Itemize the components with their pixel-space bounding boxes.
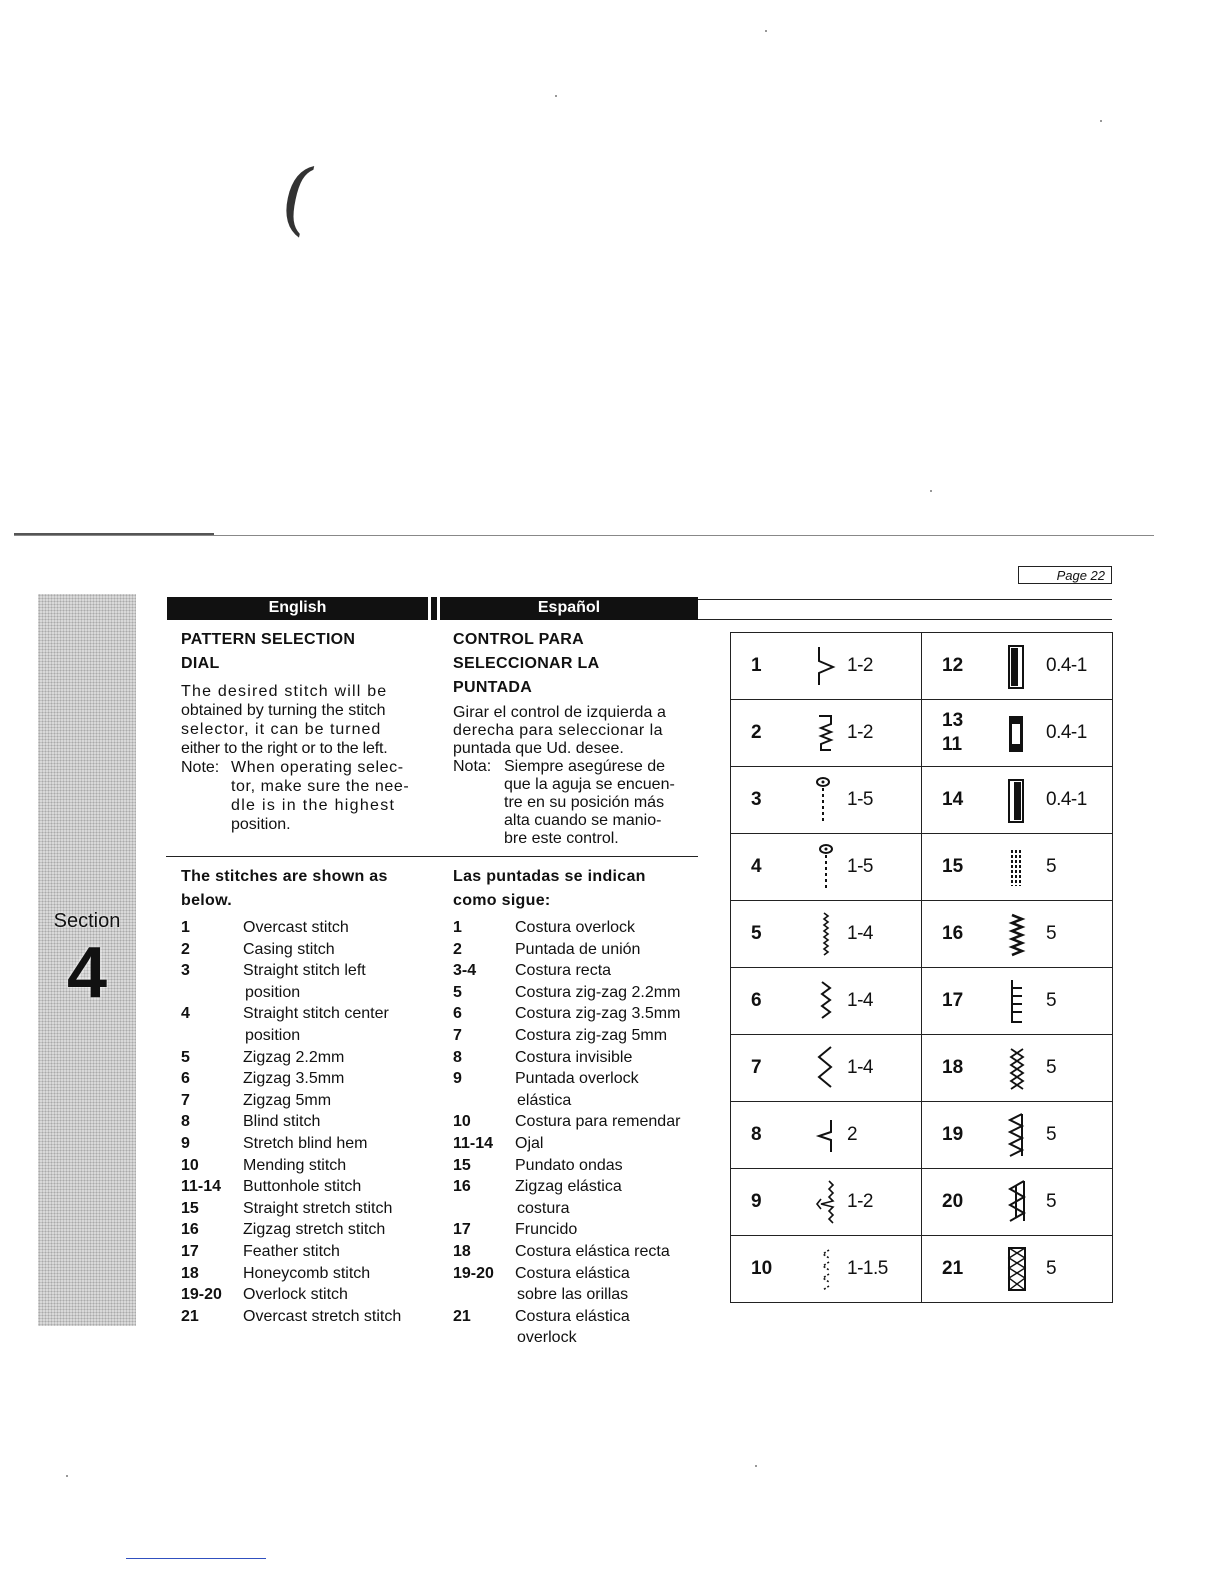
item-number: 17 (181, 1242, 199, 1260)
list-item (181, 982, 431, 1004)
list-item (453, 1111, 703, 1133)
item-text: Zigzag 3.5mm (243, 1070, 345, 1088)
item-number: 15 (453, 1156, 471, 1174)
feather-stitch-icon (1002, 976, 1032, 1026)
list-item (181, 1090, 431, 1112)
spanish-header: Español (440, 597, 698, 620)
stitch-cell (922, 633, 1113, 700)
stitch-cell (731, 901, 922, 968)
stitch-chart-table (730, 632, 1113, 1303)
list-item (181, 1198, 431, 1220)
list-item (453, 1133, 703, 1155)
list-item (453, 1306, 703, 1328)
list-item (181, 1219, 431, 1241)
scan-margin-line (126, 1558, 266, 1559)
stitch-length: 0.4-1 (1046, 789, 1087, 810)
stitch-cell (731, 1236, 922, 1303)
list-item (453, 1025, 703, 1047)
english-intro-text: The desired stitch will be obtained by turning the stitch selector, it can be turned either to the right or to the left. (181, 683, 388, 757)
stitch-cell (731, 1102, 922, 1169)
stitch-cell (922, 1102, 1113, 1169)
list-item (181, 1003, 431, 1025)
stitch-row (731, 700, 1113, 767)
item-number (181, 1025, 243, 1047)
stitch-number: 4 (751, 856, 762, 877)
item-text: Buttonhole stitch (243, 1178, 362, 1196)
list-item (453, 1047, 703, 1069)
item-text: Zigzag stretch stitch (243, 1221, 386, 1239)
list-item (181, 939, 431, 961)
list-item (453, 1155, 703, 1177)
speck (66, 1475, 68, 1477)
stitch-length: 1-4 (847, 923, 873, 944)
stitch-row (731, 767, 1113, 834)
list-item (181, 1284, 431, 1306)
overcast-stitch-icon (811, 641, 841, 691)
english-header: English (167, 597, 428, 620)
item-text: Ojal (515, 1134, 544, 1152)
stitch-cell (922, 834, 1113, 901)
item-number: 15 (181, 1199, 199, 1217)
header-rule-bottom (698, 619, 1112, 620)
list-item (181, 1263, 431, 1285)
list-item (181, 917, 431, 939)
overlock-stitch-b-icon (1002, 1177, 1032, 1227)
stitch-number: 13 11 (942, 710, 964, 755)
item-number: 16 (181, 1221, 199, 1239)
stitch-cell (731, 1169, 922, 1236)
item-number (453, 1198, 515, 1220)
stitch-length: 1-2 (847, 722, 873, 743)
item-text: Straight stitch center (243, 1005, 389, 1023)
stitch-length: 1-2 (847, 655, 873, 676)
item-text: Costura zig-zag 2.2mm (515, 983, 681, 1001)
item-number: 1 (181, 919, 190, 936)
list-item (181, 1176, 431, 1198)
item-number: 17 (453, 1221, 471, 1239)
stitch-cell (731, 968, 922, 1035)
casing-stitch-icon (811, 708, 841, 758)
list-item (453, 1327, 703, 1349)
stitch-number: 1 (751, 655, 762, 676)
english-intro (181, 628, 421, 834)
item-text: Straight stitch left (243, 962, 366, 980)
list-item (453, 1003, 703, 1025)
spanish-intro-text: Girar el control de izquierda a derecha para seleccionar la puntada que Ud. desee. (453, 704, 666, 757)
header-separator (428, 597, 440, 620)
stitch-cell (731, 633, 922, 700)
stitch-row (731, 968, 1113, 1035)
item-text: Costura elástica (515, 1307, 630, 1325)
list-item (453, 1176, 703, 1198)
stitch-cell (922, 767, 1113, 834)
stitch-cell (731, 834, 922, 901)
stitch-length: 1-5 (847, 856, 873, 877)
item-text: Overcast stitch (243, 919, 349, 936)
stitch-number: 18 (942, 1057, 964, 1078)
stitch-cell (922, 1169, 1113, 1236)
stitch-length: 5 (1046, 1258, 1057, 1279)
stitch-length: 1-4 (847, 990, 873, 1011)
straight-center-stitch-icon (811, 842, 841, 892)
stitch-number: 10 (751, 1258, 773, 1279)
speck (765, 30, 767, 32)
item-text: Costura overlock (515, 919, 636, 936)
stitch-length: 1-5 (847, 789, 873, 810)
item-number: 7 (181, 1091, 190, 1109)
item-number: 6 (181, 1070, 190, 1088)
stitch-length: 0.4-1 (1046, 722, 1087, 743)
stitch-number: 12 (942, 655, 964, 676)
item-number: 1 (453, 919, 462, 936)
spanish-intro (453, 628, 693, 848)
list-item (181, 1155, 431, 1177)
stitch-number: 5 (751, 923, 762, 944)
stitch-cell (922, 968, 1113, 1035)
stitch-cell (922, 700, 1113, 767)
item-text: Puntada de unión (515, 940, 641, 958)
stitch-row (731, 901, 1113, 968)
speck (555, 95, 557, 97)
item-text: Pundato ondas (515, 1156, 623, 1174)
buttonhole-side-right-icon (1002, 775, 1032, 825)
item-text: Fruncido (515, 1221, 578, 1239)
stitch-length: 2 (847, 1124, 858, 1145)
stitch-row (731, 1035, 1113, 1102)
stitch-cell (731, 700, 922, 767)
stitch-cell (922, 901, 1113, 968)
stitch-number: 2 (751, 722, 762, 743)
item-text: sobre las orillas (517, 1286, 629, 1304)
item-number: 2 (181, 940, 190, 958)
stretch-blind-hem-icon (811, 1177, 841, 1227)
item-number (181, 982, 243, 1004)
item-text: position (245, 983, 301, 1001)
item-number: 18 (181, 1264, 199, 1282)
stitch-number: 17 (942, 990, 964, 1011)
english-title: PATTERN SELECTION DIAL (181, 631, 356, 672)
header-rule-top (698, 599, 1112, 600)
item-text: position (245, 1026, 301, 1044)
stitch-number: 3 (751, 789, 762, 810)
item-text: Costura elástica recta (515, 1242, 670, 1260)
item-number: 19-20 (181, 1286, 222, 1304)
item-number: 4 (181, 1005, 190, 1023)
stitch-number: 15 (942, 856, 964, 877)
scan-fold-line (14, 535, 1154, 536)
item-number: 10 (181, 1156, 199, 1174)
item-text: Zigzag 5mm (243, 1091, 332, 1109)
stitch-row (731, 633, 1113, 700)
item-text: Costura zig-zag 3.5mm (515, 1005, 681, 1023)
item-number: 11-14 (453, 1134, 494, 1152)
spanish-stitch-list (453, 917, 703, 1349)
item-text: Costura para remendar (515, 1113, 681, 1131)
item-number: 8 (181, 1113, 190, 1131)
english-stitch-list (181, 917, 431, 1327)
item-text: Zigzag elástica (515, 1178, 622, 1196)
item-number: 5 (181, 1048, 190, 1066)
list-item (181, 1111, 431, 1133)
speck (755, 1465, 757, 1467)
page-number: Page 22 (1018, 566, 1112, 584)
zigzag-small-icon (811, 909, 841, 959)
stitch-number: 20 (942, 1191, 964, 1212)
spanish-title: CONTROL PARA SELECCIONAR LA PUNTADA (453, 631, 600, 696)
zigzag-stretch-icon (1002, 909, 1032, 959)
spanish-note: Nota: Siempre asegúrese de que la aguja se encuen- tre en su posición más alta cuando se manio- bre este control. (453, 758, 675, 847)
stitch-number: 21 (942, 1258, 964, 1279)
pencil-mark: ( (272, 147, 323, 246)
stitch-length: 5 (1046, 1191, 1057, 1212)
stitch-row (731, 1236, 1113, 1303)
stitch-row (731, 1169, 1113, 1236)
item-text: Casing stitch (243, 940, 335, 958)
buttonhole-side-icon (1002, 641, 1032, 691)
list-item (181, 1241, 431, 1263)
english-note: Note: When operating selec- tor, make sure the nee- dle is in the highest position. (181, 759, 410, 833)
section-number: 4 (66, 933, 108, 1013)
item-number: 2 (453, 940, 462, 958)
item-text: elástica (517, 1091, 572, 1109)
stitch-length: 5 (1046, 990, 1057, 1011)
speck (1100, 120, 1102, 122)
item-number: 5 (453, 983, 462, 1001)
list-item (453, 1198, 703, 1220)
stitch-number: 14 (942, 789, 964, 810)
item-text: Costura zig-zag 5mm (515, 1026, 668, 1044)
list-item (181, 1133, 431, 1155)
section-sidebar (38, 594, 136, 1326)
stitch-length: 0.4-1 (1046, 655, 1087, 676)
zigzag-wide-icon (811, 1043, 841, 1093)
list-item (181, 1047, 431, 1069)
item-number (453, 1090, 515, 1112)
overlock-stitch-a-icon (1002, 1110, 1032, 1160)
english-list-title: The stitches are shown as below. (181, 868, 388, 909)
stitch-number: 9 (751, 1191, 762, 1212)
buttonhole-end-icon (1002, 708, 1032, 758)
stitch-row (731, 834, 1113, 901)
list-item (453, 939, 703, 961)
item-text: Costura recta (515, 962, 612, 980)
item-text: Straight stretch stitch (243, 1199, 393, 1217)
item-number: 3 (181, 962, 190, 980)
overcast-stretch-icon (1002, 1244, 1032, 1294)
straight-left-stitch-icon (811, 775, 841, 825)
stitch-cell (731, 1035, 922, 1102)
list-item (453, 1241, 703, 1263)
item-text: Mending stitch (243, 1156, 347, 1174)
item-number: 18 (453, 1242, 471, 1260)
stitch-length: 1-4 (847, 1057, 873, 1078)
item-text: Honeycomb stitch (243, 1264, 371, 1282)
item-text: Overcast stretch stitch (243, 1307, 402, 1325)
item-text: Feather stitch (243, 1242, 340, 1260)
stitch-length: 5 (1046, 856, 1057, 877)
mending-stitch-icon (811, 1244, 841, 1294)
honeycomb-stitch-icon (1002, 1043, 1032, 1093)
stitch-cell (922, 1035, 1113, 1102)
item-number: 19-20 (453, 1264, 494, 1282)
list-item (181, 960, 431, 982)
stitch-row (731, 1102, 1113, 1169)
item-text: Stretch blind hem (243, 1134, 368, 1152)
stitch-length: 1-1.5 (847, 1258, 888, 1279)
item-number (453, 1327, 515, 1349)
stitch-length: 5 (1046, 1124, 1057, 1145)
list-item (181, 1025, 431, 1047)
stitch-number: 19 (942, 1124, 964, 1145)
list-item (453, 960, 703, 982)
item-number: 6 (453, 1005, 462, 1023)
list-item (453, 1068, 703, 1090)
list-item (181, 1068, 431, 1090)
list-item (453, 1090, 703, 1112)
item-number: 10 (453, 1113, 471, 1131)
item-text: Overlock stitch (243, 1286, 348, 1304)
item-text: Costura elástica (515, 1264, 630, 1282)
stitch-length: 5 (1046, 1057, 1057, 1078)
list-item (453, 982, 703, 1004)
item-text: overlock (517, 1329, 577, 1347)
item-number: 9 (181, 1134, 190, 1152)
spanish-list-title: Las puntadas se indican como sigue: (453, 868, 646, 909)
blind-stitch-icon (811, 1110, 841, 1160)
list-item (181, 1306, 431, 1328)
item-number: 8 (453, 1048, 462, 1066)
straight-stretch-icon (1002, 842, 1032, 892)
item-text: Zigzag 2.2mm (243, 1048, 345, 1066)
stitch-number: 16 (942, 923, 964, 944)
stitch-number: 7 (751, 1057, 762, 1078)
stitch-number: 8 (751, 1124, 762, 1145)
item-number (453, 1284, 515, 1306)
section-label: Section (53, 910, 121, 932)
item-text: Puntada overlock (515, 1070, 639, 1088)
zigzag-medium-icon (811, 976, 841, 1026)
speck (930, 490, 932, 492)
item-number: 16 (453, 1178, 471, 1196)
item-text: Blind stitch (243, 1113, 321, 1131)
item-number: 21 (181, 1307, 199, 1325)
stitch-length: 5 (1046, 923, 1057, 944)
item-number: 21 (453, 1307, 471, 1325)
stitch-cell (922, 1236, 1113, 1303)
item-number: 11-14 (181, 1178, 222, 1196)
list-item (453, 1219, 703, 1241)
list-item (453, 1284, 703, 1306)
list-item (453, 1263, 703, 1285)
item-number: 7 (453, 1026, 462, 1044)
item-number: 9 (453, 1070, 462, 1088)
section-divider (166, 856, 698, 857)
item-text: costura (517, 1199, 570, 1217)
list-item (453, 917, 703, 939)
item-number: 3-4 (453, 962, 477, 980)
stitch-cell (731, 767, 922, 834)
item-text: Costura invisible (515, 1048, 633, 1066)
stitch-length: 1-2 (847, 1191, 873, 1212)
stitch-number: 6 (751, 990, 762, 1011)
